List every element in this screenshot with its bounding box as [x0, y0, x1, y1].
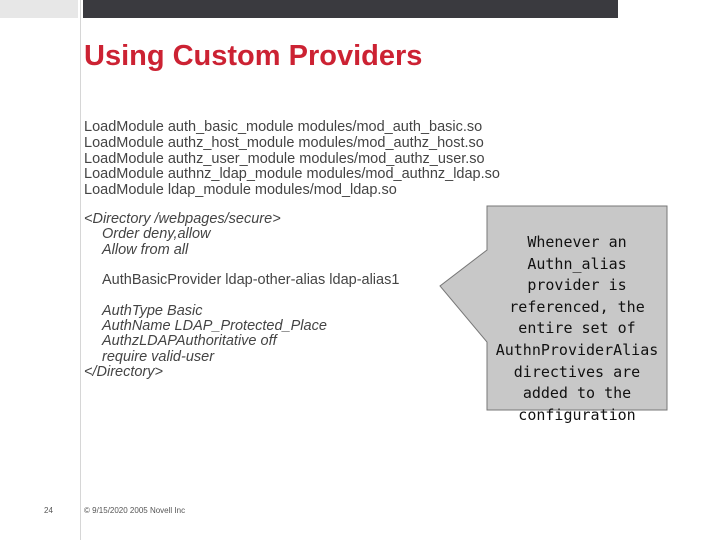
auth-basic-provider-directive: AuthBasicProvider ldap-other-alias ldap-alias1 [102, 272, 400, 289]
order-directive: Order deny,allow [102, 226, 211, 243]
authoritative-directive: AuthzLDAPAuthoritative off [102, 333, 277, 350]
module-line: LoadModule authnz_ldap_module modules/mod_authnz_ldap.so [84, 166, 500, 183]
module-line: LoadModule ldap_module modules/mod_ldap.so [84, 182, 397, 199]
directory-open-tag: <Directory /webpages/secure> [84, 211, 281, 227]
auth-type-directive: AuthType Basic [102, 302, 203, 319]
allow-directive: Allow from all [102, 241, 189, 258]
callout-text: Whenever an Authn_alias provider is referenced, the entire set of AuthnProviderAlias directives are added to the configuration [495, 233, 659, 424]
footer-copyright: © 9/15/2020 2005 Novell Inc [84, 506, 186, 515]
module-line: LoadModule auth_basic_module modules/mod_auth_basic.so [84, 119, 483, 135]
module-line: LoadModule authz_user_module modules/mod_authz_user.so [84, 150, 485, 167]
directory-close-tag: </Directory> [84, 364, 163, 381]
auth-name-directive: AuthName LDAP_Protected_Place [102, 318, 327, 335]
page-number: 24 [44, 506, 53, 515]
slide-title: Using Custom Providers [84, 40, 423, 72]
module-line: LoadModule authz_host_module modules/mod_authz_host.so [84, 134, 484, 151]
require-directive: require valid-user [102, 348, 215, 365]
